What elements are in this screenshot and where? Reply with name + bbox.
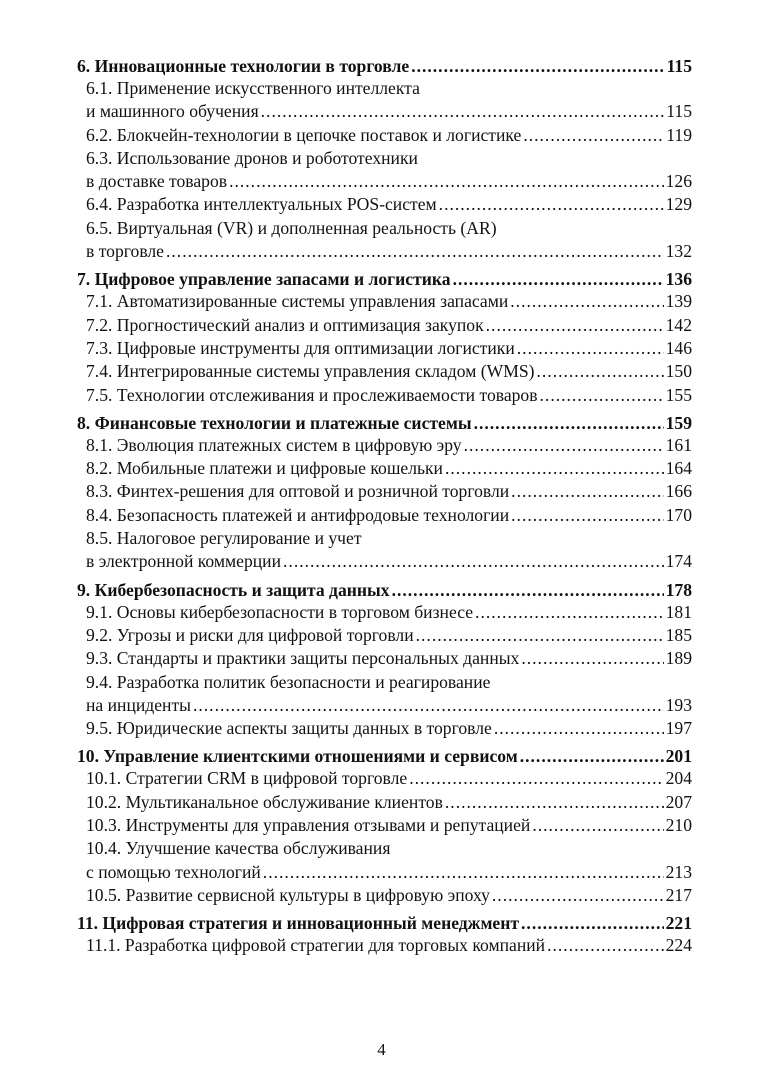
section-page: 142: [665, 314, 692, 335]
section-page: 119: [666, 124, 692, 145]
leader-dots: [492, 884, 664, 907]
section-title: 9.1. Основы кибербезопасности в торговом бизнесе: [86, 601, 474, 622]
section-entry[interactable]: [77, 624, 692, 647]
section-title: 10.1. Стратегии CRM в цифровой торговле: [86, 768, 408, 789]
section-page: 185: [665, 624, 692, 645]
table-of-contents: [77, 55, 692, 963]
section-page: 155: [665, 384, 692, 405]
leader-dots: [532, 814, 663, 837]
chapter-entry[interactable]: [77, 55, 692, 77]
section-title: 9.2. Угрозы и риски для цифровой торговли: [86, 624, 414, 645]
section-title: 9.5. Юридические аспекты защиты данных в торговле: [86, 718, 492, 739]
section-page: 150: [665, 361, 692, 382]
leader-dots: [521, 912, 664, 934]
section-title: 7.1. Автоматизированные системы управления запасами: [86, 291, 509, 312]
section-title: 6.4. Разработка интеллектуальных POS-систем: [86, 194, 437, 215]
chapter-page: 178: [665, 579, 692, 600]
section-title: в электронной коммерции: [86, 551, 282, 572]
section-entry[interactable]: [77, 791, 692, 814]
section-entry[interactable]: [77, 647, 692, 670]
section-entry-line[interactable]: 6.3. Использование дронов и робототехники: [86, 147, 418, 168]
toc-chapter-group: [77, 268, 692, 411]
section-entry[interactable]: [77, 434, 692, 457]
leader-dots: [411, 55, 664, 77]
section-entry-line[interactable]: 6.5. Виртуальная (VR) и дополненная реальность (AR): [86, 217, 497, 238]
section-title: 7.3. Цифровые инструменты для оптимизации логистики: [86, 337, 515, 358]
leader-dots: [464, 434, 664, 457]
leader-dots: [392, 579, 664, 601]
section-entry[interactable]: [77, 934, 692, 957]
section-entry-line[interactable]: 10.4. Улучшение качества обслуживания: [86, 838, 391, 859]
section-title: 7.4. Интегрированные системы управления складом (WMS): [86, 361, 535, 382]
section-title: 11.1. Разработка цифровой стратегии для торговых компаний: [86, 935, 546, 956]
section-page: 166: [665, 481, 692, 502]
section-page: 204: [665, 768, 692, 789]
section-entry-line[interactable]: 9.4. Разработка политик безопасности и реагирование: [86, 671, 491, 692]
section-entry[interactable]: [77, 240, 692, 263]
section-title: 8.4. Безопасность платежей и антифродовые технологии: [86, 504, 510, 525]
section-entry[interactable]: [77, 717, 692, 740]
leader-dots: [229, 170, 664, 193]
section-title: 8.2. Мобильные платежи и цифровые кошельки: [86, 458, 443, 479]
section-title: в торговле: [86, 241, 164, 262]
leader-dots: [521, 647, 663, 670]
section-entry[interactable]: [77, 100, 692, 123]
section-title: с помощью технологий: [86, 861, 261, 882]
leader-dots: [475, 601, 664, 624]
chapter-page: 115: [666, 56, 692, 76]
toc-chapter-group: [77, 579, 692, 746]
section-entry[interactable]: [77, 314, 692, 337]
section-title: 6.2. Блокчейн-технологии в цепочке поставок и логистике: [86, 124, 522, 145]
leader-dots: [474, 412, 664, 434]
chapter-entry[interactable]: [77, 579, 692, 601]
section-page: 126: [665, 171, 692, 192]
leader-dots: [517, 337, 664, 360]
leader-dots: [193, 694, 664, 717]
chapter-title: 7. Цифровое управление запасами и логистика: [77, 269, 451, 290]
section-page: 207: [665, 791, 692, 812]
section-entry[interactable]: [77, 124, 692, 147]
section-page: 189: [665, 648, 692, 669]
leader-dots: [520, 745, 664, 767]
leader-dots: [547, 934, 664, 957]
chapter-entry[interactable]: [77, 268, 692, 290]
section-entry[interactable]: [77, 694, 692, 717]
section-entry[interactable]: [77, 884, 692, 907]
leader-dots: [416, 624, 664, 647]
section-page: 146: [665, 337, 692, 358]
section-entry[interactable]: [77, 290, 692, 313]
section-page: 213: [665, 861, 692, 882]
section-entry[interactable]: [77, 861, 692, 884]
leader-dots: [511, 504, 663, 527]
section-entry-line[interactable]: 6.1. Применение искусственного интеллекта: [86, 78, 420, 98]
section-entry[interactable]: [77, 337, 692, 360]
chapter-page: 221: [665, 913, 692, 934]
section-page: 210: [665, 815, 692, 836]
section-title: и машинного обучения: [86, 101, 259, 122]
leader-dots: [263, 861, 664, 884]
section-page: 139: [665, 291, 692, 312]
leader-dots: [409, 767, 663, 790]
section-page: 174: [665, 551, 692, 572]
section-title: 7.2. Прогностический анализ и оптимизация закупок: [86, 314, 484, 335]
chapter-title: 6. Инновационные технологии в торговле: [77, 56, 410, 76]
section-page: 193: [665, 694, 692, 715]
leader-dots: [486, 314, 664, 337]
section-page: 197: [665, 718, 692, 739]
section-entry-line[interactable]: 8.5. Налоговое регулирование и учет: [86, 528, 362, 549]
section-entry[interactable]: [77, 601, 692, 624]
leader-dots: [511, 480, 663, 503]
section-entry[interactable]: [77, 550, 692, 573]
chapter-page: 136: [665, 269, 692, 290]
leader-dots: [445, 457, 664, 480]
section-entry[interactable]: [77, 767, 692, 790]
leader-dots: [523, 124, 664, 147]
page-number: 4: [377, 1040, 386, 1059]
toc-chapter-group: [77, 412, 692, 579]
leader-dots: [439, 193, 664, 216]
section-page: 115: [666, 101, 692, 122]
section-page: 224: [665, 935, 692, 956]
section-entry[interactable]: [77, 457, 692, 480]
section-entry[interactable]: [77, 193, 692, 216]
chapter-title: 8. Финансовые технологии и платежные системы: [77, 412, 472, 433]
section-page: 132: [665, 241, 692, 262]
chapter-title: 11. Цифровая стратегия и инновационный менеджмент: [77, 913, 520, 934]
section-title: 10.2. Мультиканальное обслуживание клиентов: [86, 791, 443, 812]
section-entry[interactable]: [77, 480, 692, 503]
section-title: 9.3. Стандарты и практики защиты персональных данных: [86, 648, 520, 669]
toc-chapter-group: [77, 55, 692, 268]
section-page: 217: [665, 884, 692, 905]
section-title: 8.3. Финтех-решения для оптовой и розничной торговли: [86, 481, 510, 502]
section-page: 129: [665, 194, 692, 215]
section-entry[interactable]: [77, 504, 692, 527]
section-title: в доставке товаров: [86, 171, 228, 192]
leader-dots: [453, 268, 664, 290]
section-title: 10.3. Инструменты для управления отзывами и репутацией: [86, 815, 531, 836]
leader-dots: [283, 550, 664, 573]
chapter-page: 201: [665, 746, 692, 767]
chapter-title: 10. Управление клиентскими отношениями и сервисом: [77, 746, 518, 767]
section-title: 10.5. Развитие сервисной культуры в цифровую эпоху: [86, 884, 490, 905]
section-entry[interactable]: [77, 814, 692, 837]
leader-dots: [537, 360, 664, 383]
chapter-page: 159: [665, 412, 692, 433]
chapter-title: 9. Кибербезопасность и защита данных: [77, 579, 390, 600]
section-title: 7.5. Технологии отслеживания и прослеживаемости товаров: [86, 384, 538, 405]
leader-dots: [540, 384, 664, 407]
section-entry[interactable]: [77, 170, 692, 193]
leader-dots: [445, 791, 664, 814]
section-title: на инциденты: [86, 694, 191, 715]
section-title: 8.1. Эволюция платежных систем в цифровую эру: [86, 434, 462, 455]
toc-chapter-group: [77, 912, 692, 962]
chapter-entry[interactable]: [77, 412, 692, 434]
section-entry[interactable]: [77, 384, 692, 407]
section-page: 181: [665, 601, 692, 622]
section-page: 161: [665, 434, 692, 455]
leader-dots: [494, 717, 664, 740]
leader-dots: [510, 290, 663, 313]
toc-chapter-group: [77, 745, 692, 912]
leader-dots: [261, 100, 665, 123]
leader-dots: [166, 240, 664, 263]
section-page: 170: [665, 504, 692, 525]
chapter-entry[interactable]: [77, 745, 692, 767]
section-entry[interactable]: [77, 360, 692, 383]
chapter-entry[interactable]: [77, 912, 692, 934]
section-page: 164: [665, 458, 692, 479]
